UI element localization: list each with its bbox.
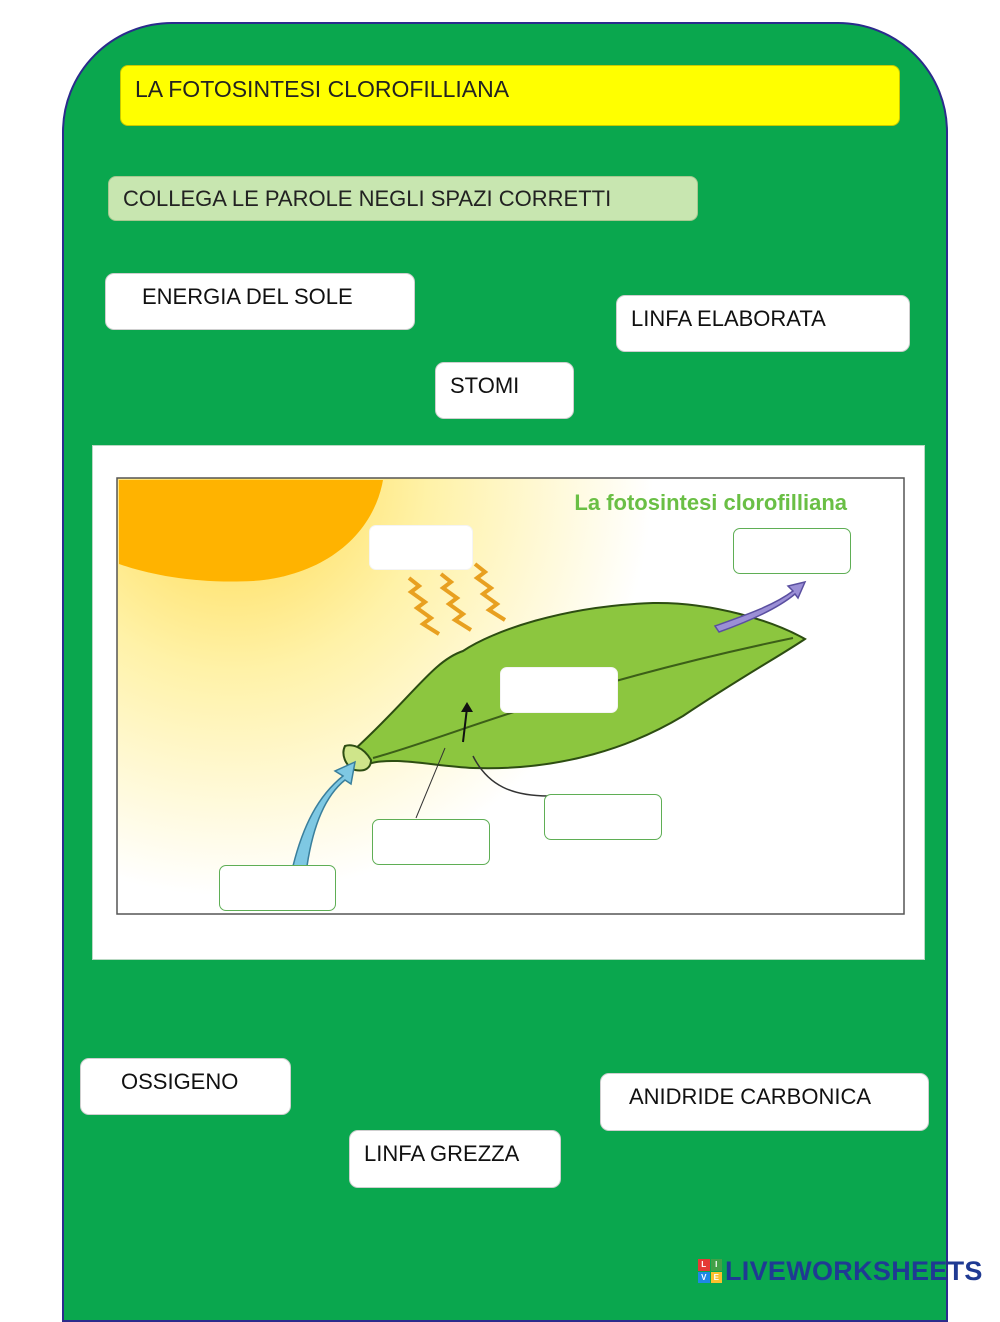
word-linfa-elaborata[interactable]: LINFA ELABORATA [616,295,910,352]
worksheet-title: LA FOTOSINTESI CLOROFILLIANA [120,65,900,126]
logo-letter-v: V [698,1272,710,1284]
brand-name: LIVEWORKSHEETS [725,1255,983,1286]
drop-zone-stomi[interactable] [372,819,490,865]
word-anidride-carbonica[interactable]: ANIDRIDE CARBONICA [600,1073,929,1131]
liveworksheets-brand[interactable] [698,1255,983,1287]
word-linfa-grezza[interactable]: LINFA GREZZA [349,1130,561,1188]
drop-zone-ossigeno[interactable] [733,528,851,574]
drop-zone-energia[interactable] [369,525,473,570]
logo-letter-l: L [698,1259,710,1271]
drop-zone-linfa-elaborata[interactable] [500,667,618,713]
liveworksheets-logo-icon [698,1259,722,1283]
diagram-heading: La fotosintesi clorofilliana [574,490,847,515]
logo-letter-e: E [711,1272,723,1284]
photosynthesis-diagram [92,445,925,960]
word-ossigeno[interactable]: OSSIGENO [80,1058,291,1115]
word-energia-del-sole[interactable]: ENERGIA DEL SOLE [105,273,415,330]
logo-letter-i: I [711,1259,723,1271]
instruction-text: COLLEGA LE PAROLE NEGLI SPAZI CORRETTI [108,176,698,221]
word-stomi[interactable]: STOMI [435,362,574,419]
drop-zone-linfa-grezza[interactable] [219,865,336,911]
drop-zone-anidride[interactable] [544,794,662,840]
